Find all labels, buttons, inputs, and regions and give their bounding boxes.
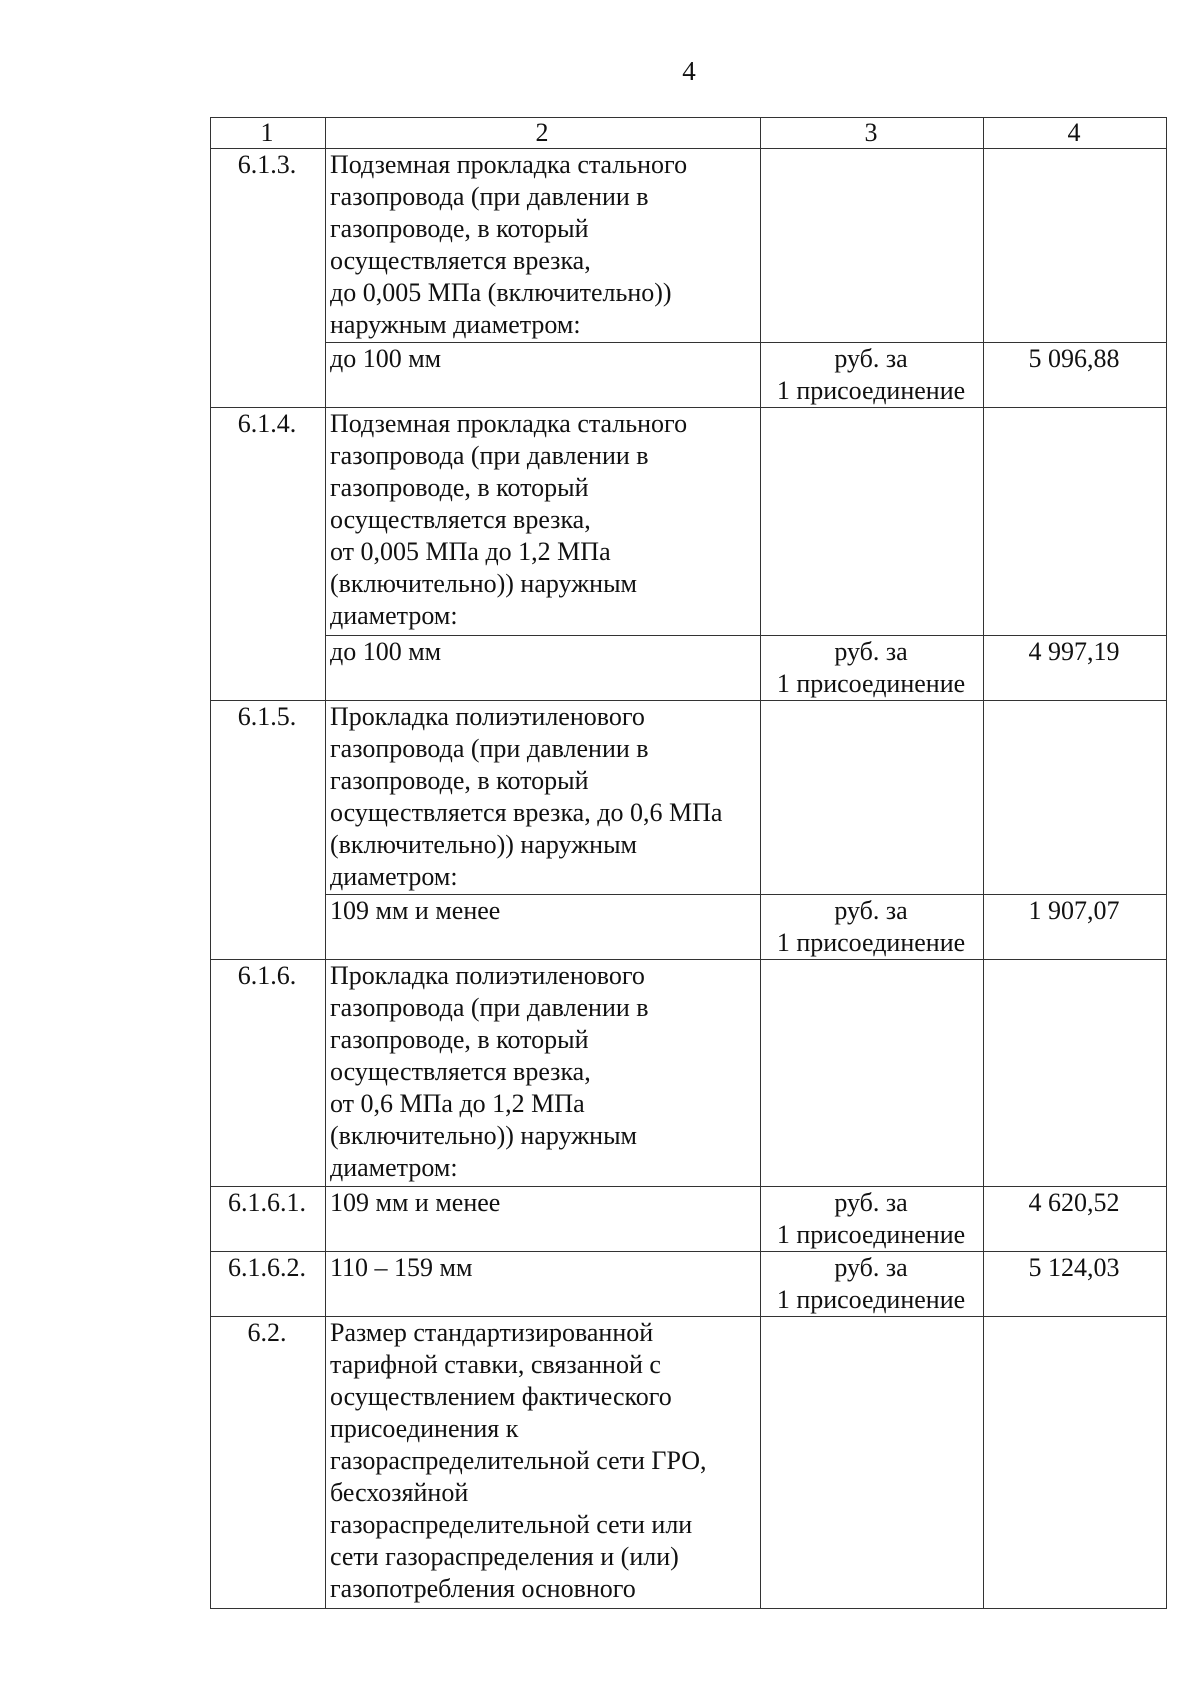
table-row	[211, 408, 1167, 636]
column-header-3: 3	[761, 118, 984, 149]
row-description	[326, 408, 761, 636]
row-value: 4 620,52	[984, 1187, 1167, 1252]
row-number: 6.1.6.1.	[211, 1187, 326, 1252]
page-number: 4	[682, 56, 696, 86]
table-row	[211, 1317, 1167, 1609]
row-number: 6.1.4.	[211, 408, 326, 701]
column-header-4: 4	[984, 118, 1167, 149]
column-header-2: 2	[326, 118, 761, 149]
subrow-value: 1 907,07	[984, 895, 1167, 960]
table-subrow	[211, 636, 1167, 701]
subrow-unit	[761, 636, 984, 701]
subrow-value: 4 997,19	[984, 636, 1167, 701]
table-row	[211, 701, 1167, 895]
table-row	[211, 1252, 1167, 1317]
row-unit	[761, 408, 984, 636]
table-row	[211, 149, 1167, 343]
row-number: 6.1.6.	[211, 960, 326, 1187]
row-description: 110 – 159 мм	[326, 1252, 761, 1317]
row-description-text: Размер стандартизированной тарифной ставки, связанной с осуществлением фактического присоединения к газораспределительной сети ГРО, бесхозяйной газораспределительной сети или сети газораспределения и (или) газопотребления основного	[330, 1318, 707, 1603]
subrow-unit	[761, 895, 984, 960]
subrow-unit-text: руб. за 1 присоединение	[776, 896, 966, 957]
subrow-unit-text: руб. за 1 присоединение	[776, 637, 966, 698]
subrow-value: 5 096,88	[984, 343, 1167, 408]
subrow-unit	[761, 343, 984, 408]
row-number: 6.1.6.2.	[211, 1252, 326, 1317]
row-unit-text: руб. за 1 присоединение	[776, 1188, 966, 1249]
row-number: 6.2.	[211, 1317, 326, 1609]
row-value	[984, 149, 1167, 343]
row-number: 6.1.3.	[211, 149, 326, 408]
table-row	[211, 960, 1167, 1187]
table-header-row	[211, 118, 1167, 149]
subrow-description: до 100 мм	[326, 343, 761, 408]
row-unit	[761, 1187, 984, 1252]
row-unit	[761, 960, 984, 1187]
row-description	[326, 960, 761, 1187]
subrow-description: 109 мм и менее	[326, 895, 761, 960]
row-description	[326, 701, 761, 895]
row-description: 109 мм и менее	[326, 1187, 761, 1252]
row-description	[326, 149, 761, 343]
table-subrow	[211, 895, 1167, 960]
row-unit	[761, 701, 984, 895]
row-value: 5 124,03	[984, 1252, 1167, 1317]
row-description-text: Подземная прокладка стального газопровода (при давлении в газопроводе, в который осуществляется врезка, от 0,005 МПа до 1,2 МПа (включительно)) наружным диаметром:	[330, 409, 688, 630]
row-value	[984, 960, 1167, 1187]
table-subrow	[211, 343, 1167, 408]
row-unit	[761, 1317, 984, 1609]
row-number: 6.1.5.	[211, 701, 326, 960]
row-value	[984, 701, 1167, 895]
row-value	[984, 408, 1167, 636]
row-description-text: Прокладка полиэтиленового газопровода (при давлении в газопроводе, в который осуществляется врезка, до 0,6 МПа (включительно)) наружным диаметром:	[330, 702, 723, 891]
row-unit	[761, 1252, 984, 1317]
row-description	[326, 1317, 761, 1609]
table-row	[211, 1187, 1167, 1252]
subrow-description: до 100 мм	[326, 636, 761, 701]
row-description-text: Прокладка полиэтиленового газопровода (при давлении в газопроводе, в который осуществляется врезка, от 0,6 МПа до 1,2 МПа (включительно)) наружным диаметром:	[330, 961, 649, 1182]
column-header-1: 1	[211, 118, 326, 149]
row-unit-text: руб. за 1 присоединение	[776, 1253, 966, 1314]
row-description-text: Подземная прокладка стального газопровода (при давлении в газопроводе, в который осуществляется врезка, до 0,005 МПа (включительно)) наружным диаметром:	[330, 150, 688, 339]
row-value	[984, 1317, 1167, 1609]
row-unit	[761, 149, 984, 343]
subrow-unit-text: руб. за 1 присоединение	[776, 344, 966, 405]
tariff-table	[210, 117, 1167, 1609]
